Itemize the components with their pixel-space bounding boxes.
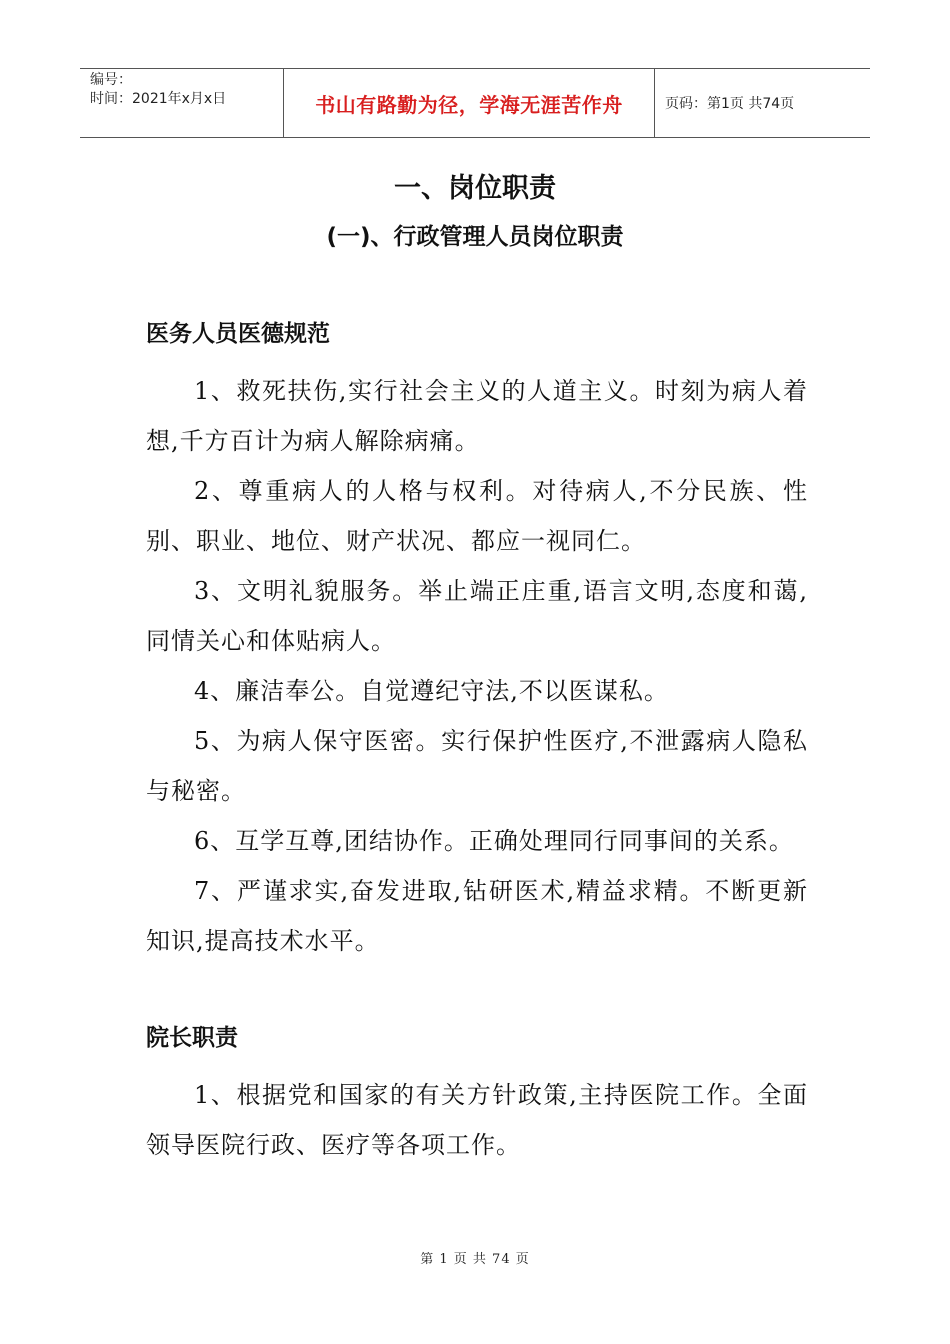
header-meta (80, 69, 283, 137)
paragraph: 6、互学互尊,团结协作。正确处理同行同事间的关系。 (194, 827, 794, 855)
section-ethics (146, 314, 808, 966)
paragraph: 3、文明礼貌服务。举止端正庄重,语言文明,态度和蔼,同情关心和体贴病人。 (146, 577, 808, 655)
paragraph: 7、严谨求实,奋发进取,钻研医术,精益求精。不断更新知识,提高技术水平。 (146, 877, 808, 955)
page-info: 页码：第1页 共74页 (665, 96, 795, 112)
section-heading: 医务人员医德规范 (146, 321, 330, 347)
section-heading: 院长职责 (146, 1025, 238, 1051)
document-body (146, 314, 808, 1170)
paragraph: 1、救死扶伤,实行社会主义的人道主义。时刻为病人着想,千方百计为病人解除病痛。 (146, 377, 808, 455)
section-gap (146, 966, 808, 1018)
page-footer: 第 1 页 共 74 页 (420, 1252, 530, 1267)
paragraph: 1、根据党和国家的有关方针政策,主持医院工作。全面领导医院行政、医疗等各项工作。 (146, 1081, 808, 1159)
paragraph: 2、尊重病人的人格与权利。对待病人,不分民族、性别、职业、地位、财产状况、都应一视同仁。 (146, 477, 808, 555)
paragraph: 4、廉洁奉公。自觉遵纪守法,不以医谋私。 (194, 677, 669, 705)
number-label: 编号： (90, 72, 132, 88)
header-page-cell (655, 69, 870, 137)
paragraph: 5、为病人保守医密。实行保护性医疗,不泄露病人隐私与秘密。 (146, 727, 808, 805)
header-table (80, 68, 870, 138)
section-director (146, 1018, 808, 1170)
header-motto-cell (283, 69, 655, 137)
page-title: 一、岗位职责 (394, 173, 556, 204)
motto: 书山有路勤为径，学海无涯苦作舟 (315, 92, 623, 117)
page-subtitle: (一)、行政管理人员岗位职责 (326, 224, 624, 250)
time-label: 时间：2021年x月x日 (90, 91, 227, 107)
